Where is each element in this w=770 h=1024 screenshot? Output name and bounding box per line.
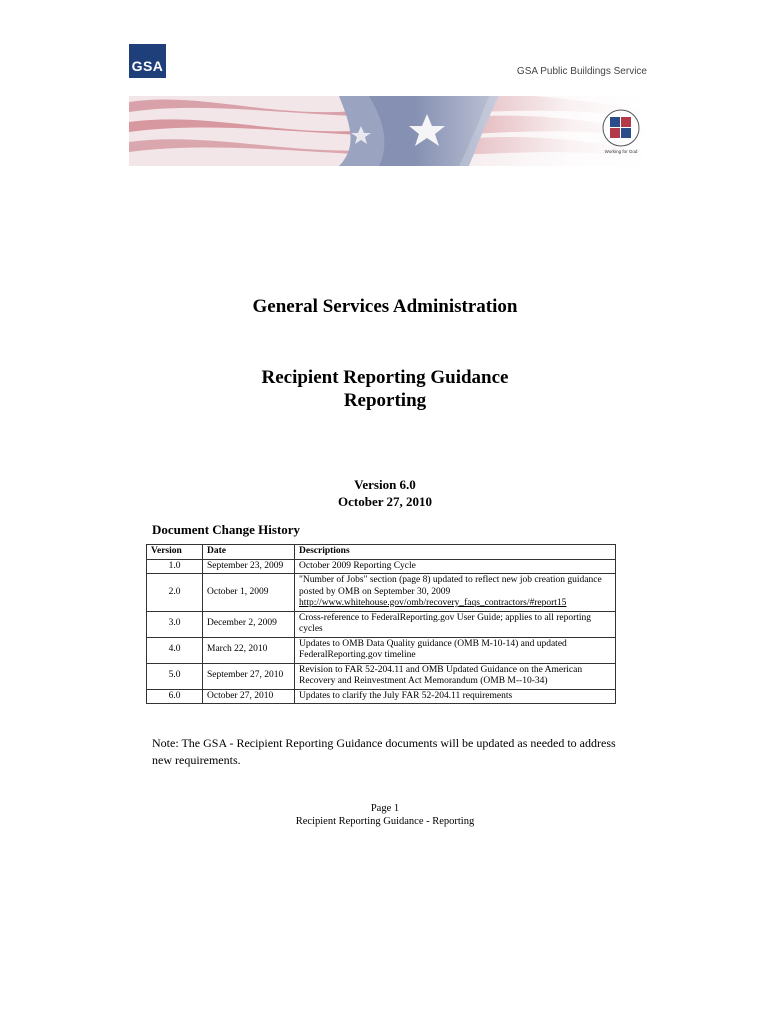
- flag-banner-graphic: [129, 96, 647, 166]
- gsa-logo-text: GSA: [131, 58, 164, 74]
- cell-date: October 27, 2010: [203, 689, 295, 704]
- table-row: [147, 559, 616, 574]
- version-label: Version 6.0: [354, 477, 416, 492]
- change-history-heading: Document Change History: [152, 522, 301, 537]
- cell-date: October 1, 2009: [203, 574, 295, 612]
- document-title: [0, 366, 770, 412]
- version-date: October 27, 2010: [338, 494, 432, 509]
- cell-date: September 27, 2010: [203, 663, 295, 689]
- cell-description-text: "Number of Jobs" section (page 8) updated to reflect new job creation guidance posted by OMB on September 30, 2009: [299, 575, 602, 597]
- cell-date: September 23, 2009: [203, 559, 295, 574]
- table-row: [147, 637, 616, 663]
- cell-description: Updates to OMB Data Quality guidance (OMB M-10-14) and updated FederalReporting.gov timeline: [295, 637, 616, 663]
- cell-version: 2.0: [147, 574, 203, 612]
- table-row: [147, 689, 616, 704]
- cell-date: March 22, 2010: [203, 637, 295, 663]
- table-row: [147, 574, 616, 612]
- agency-title: General Services Administration: [252, 296, 518, 317]
- cell-version: 6.0: [147, 689, 203, 704]
- table-header-row: [147, 545, 616, 560]
- page-number: Page 1: [370, 803, 400, 814]
- footer-doc-title: Recipient Reporting Guidance - Reporting: [295, 816, 475, 827]
- update-note: Note: The GSA - Recipient Reporting Guidance documents will be updated as needed to address new requirements.: [152, 736, 616, 767]
- cell-version: 1.0: [147, 559, 203, 574]
- cell-version: 3.0: [147, 611, 203, 637]
- cell-description: Updates to clarify the July FAR 52-204.11 requirements: [295, 689, 616, 704]
- cell-date: December 2, 2009: [203, 611, 295, 637]
- header-org-name: GSA Public Buildings Service: [516, 66, 647, 77]
- recovery-faq-link[interactable]: http://www.whitehouse.gov/omb/recovery_faqs_contractors/#report15: [299, 598, 567, 608]
- change-history-table: [146, 544, 616, 704]
- version-block: [0, 476, 770, 510]
- cell-description: Revision to FAR 52-204.11 and OMB Updated Guidance on the American Recovery and Reinvestment Act Memorandum (OMB M--10-34): [295, 663, 616, 689]
- cell-description: [295, 574, 616, 612]
- column-header-descriptions: Descriptions: [295, 545, 616, 560]
- seal-caption: Working for God: [604, 149, 638, 154]
- cell-version: 4.0: [147, 637, 203, 663]
- cell-description: October 2009 Reporting Cycle: [295, 559, 616, 574]
- page-footer: [0, 802, 770, 828]
- document-title-line1: Recipient Reporting Guidance: [261, 367, 509, 388]
- column-header-date: Date: [203, 545, 295, 560]
- cell-version: 5.0: [147, 663, 203, 689]
- column-header-version: Version: [147, 545, 203, 560]
- document-title-line2: Reporting: [343, 390, 427, 411]
- flag-banner: [129, 96, 647, 166]
- cell-description: Cross-reference to FederalReporting.gov User Guide; applies to all reporting cycles: [295, 611, 616, 637]
- table-row: [147, 663, 616, 689]
- table-row: [147, 611, 616, 637]
- gsa-logo: [129, 44, 166, 78]
